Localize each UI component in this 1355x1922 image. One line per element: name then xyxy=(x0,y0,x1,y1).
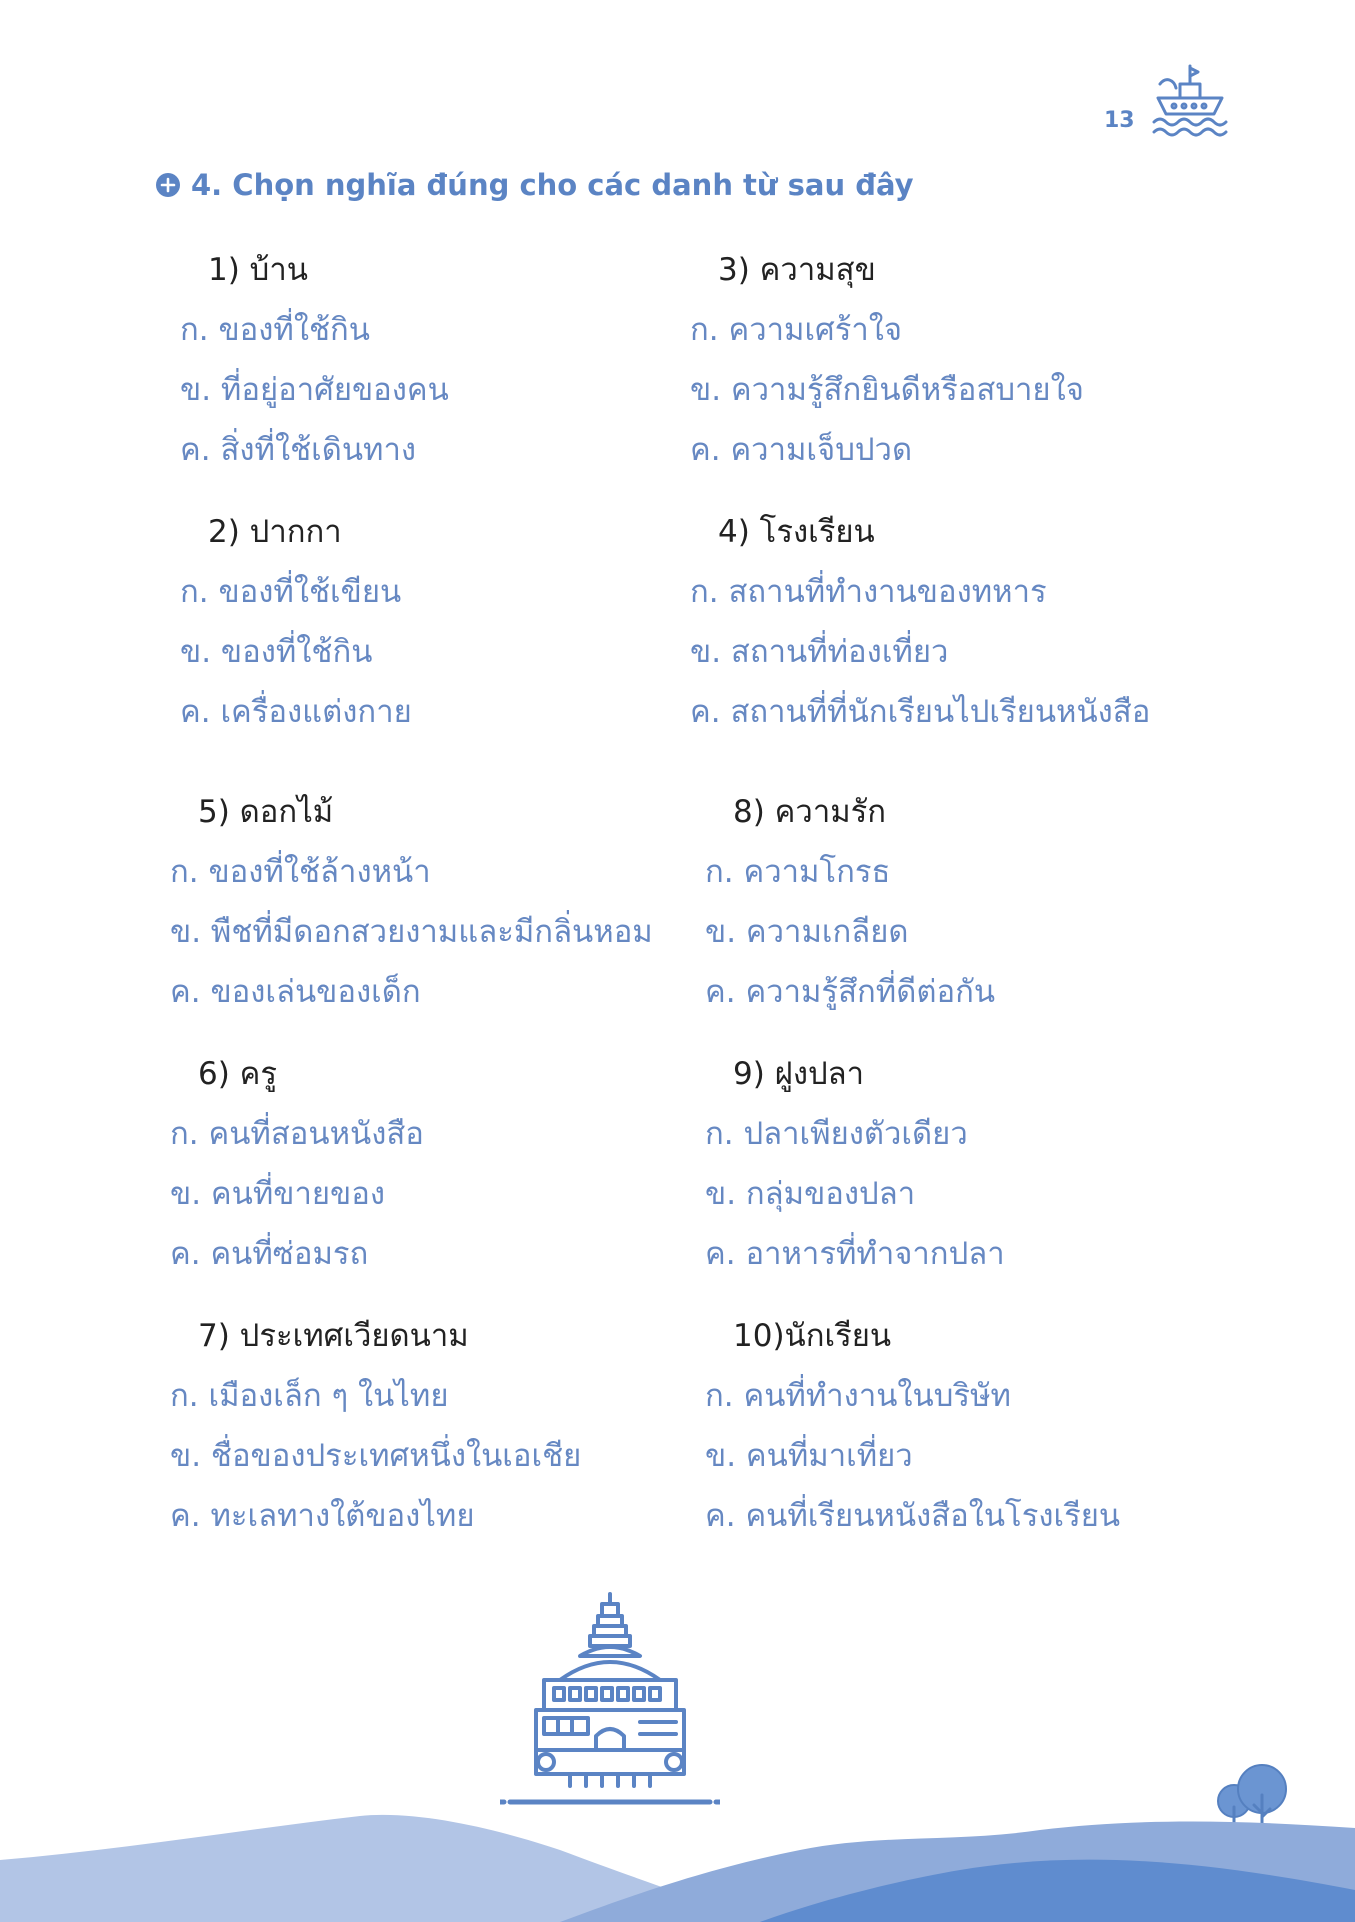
plus-circle-icon xyxy=(155,172,181,198)
question-title: 1) บ้าน xyxy=(208,252,308,288)
option-kho-khwai[interactable]: ค. อาหารที่ทำจากปลา xyxy=(705,1236,1005,1272)
question-title: 3) ความสุข xyxy=(718,252,876,288)
question-block xyxy=(690,502,1210,742)
mountains-decoration xyxy=(0,1790,1355,1922)
option-kho[interactable]: ข. พืชที่มีดอกสวยงามและมีกลิ่นหอม xyxy=(170,914,653,950)
option-kho[interactable]: ข. สถานที่ท่องเที่ยว xyxy=(690,634,949,670)
option-ko[interactable]: ก. ของที่ใช้ล้างหน้า xyxy=(170,854,431,890)
question-title: 2) ปากกา xyxy=(208,514,342,550)
question-block xyxy=(705,782,1225,1022)
option-kho[interactable]: ข. ชื่อของประเทศหนึ่งในเอเชีย xyxy=(170,1438,582,1474)
question-title: 10)นักเรียน xyxy=(733,1318,892,1354)
option-ko[interactable]: ก. ของที่ใช้เขียน xyxy=(180,574,402,610)
question-block xyxy=(170,1044,690,1284)
question-title: 9) ฝูงปลา xyxy=(733,1056,865,1092)
option-ko[interactable]: ก. เมืองเล็ก ๆ ในไทย xyxy=(170,1378,449,1414)
option-ko[interactable]: ก. คนที่ทำงานในบริษัท xyxy=(705,1378,1011,1414)
option-kho-khwai[interactable]: ค. เครื่องแต่งกาย xyxy=(180,694,412,730)
question-block xyxy=(180,240,700,480)
question-title: 4) โรงเรียน xyxy=(718,514,875,550)
question-block xyxy=(170,782,690,1022)
option-kho-khwai[interactable]: ค. ความรู้สึกที่ดีต่อกัน xyxy=(705,974,996,1010)
option-ko[interactable]: ก. ความเศร้าใจ xyxy=(690,312,903,348)
question-block xyxy=(690,240,1210,480)
question-title: 5) ดอกไม้ xyxy=(198,794,334,830)
question-title: 7) ประเทศเวียดนาม xyxy=(198,1318,469,1354)
option-ko[interactable]: ก. ของที่ใช้กิน xyxy=(180,312,370,348)
question-block xyxy=(705,1306,1225,1546)
option-ko[interactable]: ก. ความโกรธ xyxy=(705,854,891,890)
option-kho-khwai[interactable]: ค. ของเล่นของเด็ก xyxy=(170,974,421,1010)
option-kho-khwai[interactable]: ค. คนที่ซ่อมรถ xyxy=(170,1236,369,1272)
option-kho-khwai[interactable]: ค. ความเจ็บปวด xyxy=(690,432,913,468)
question-title: 6) ครู xyxy=(198,1056,278,1092)
option-kho[interactable]: ข. กลุ่มของปลา xyxy=(705,1176,916,1212)
option-kho-khwai[interactable]: ค. คนที่เรียนหนังสือในโรงเรียน xyxy=(705,1498,1121,1534)
option-kho-khwai[interactable]: ค. สิ่งที่ใช้เดินทาง xyxy=(180,432,417,468)
option-kho[interactable]: ข. ที่อยู่อาศัยของคน xyxy=(180,372,449,408)
option-kho[interactable]: ข. ของที่ใช้กิน xyxy=(180,634,373,670)
option-kho-khwai[interactable]: ค. สถานที่ที่นักเรียนไปเรียนหนังสือ xyxy=(690,694,1151,730)
option-kho[interactable]: ข. ความรู้สึกยินดีหรือสบายใจ xyxy=(690,372,1084,408)
option-ko[interactable]: ก. สถานที่ทำงานของทหาร xyxy=(690,574,1047,610)
question-block xyxy=(705,1044,1225,1284)
boat-icon xyxy=(1150,60,1230,140)
question-block xyxy=(170,1306,690,1546)
page-number: 13 xyxy=(1104,108,1135,133)
option-ko[interactable]: ก. ปลาเพียงตัวเดียว xyxy=(705,1116,968,1152)
question-block xyxy=(180,502,700,742)
exercise-heading xyxy=(155,168,914,202)
option-kho[interactable]: ข. คนที่มาเที่ยว xyxy=(705,1438,913,1474)
option-kho-khwai[interactable]: ค. ทะเลทางใต้ของไทย xyxy=(170,1498,475,1534)
heading-text: 4. Chọn nghĩa đúng cho các danh từ sau đây xyxy=(191,168,914,202)
option-kho[interactable]: ข. คนที่ขายของ xyxy=(170,1176,385,1212)
stupa-icon xyxy=(500,1590,720,1810)
question-title: 8) ความรัก xyxy=(733,794,887,830)
option-kho[interactable]: ข. ความเกลียด xyxy=(705,914,909,950)
option-ko[interactable]: ก. คนที่สอนหนังสือ xyxy=(170,1116,424,1152)
